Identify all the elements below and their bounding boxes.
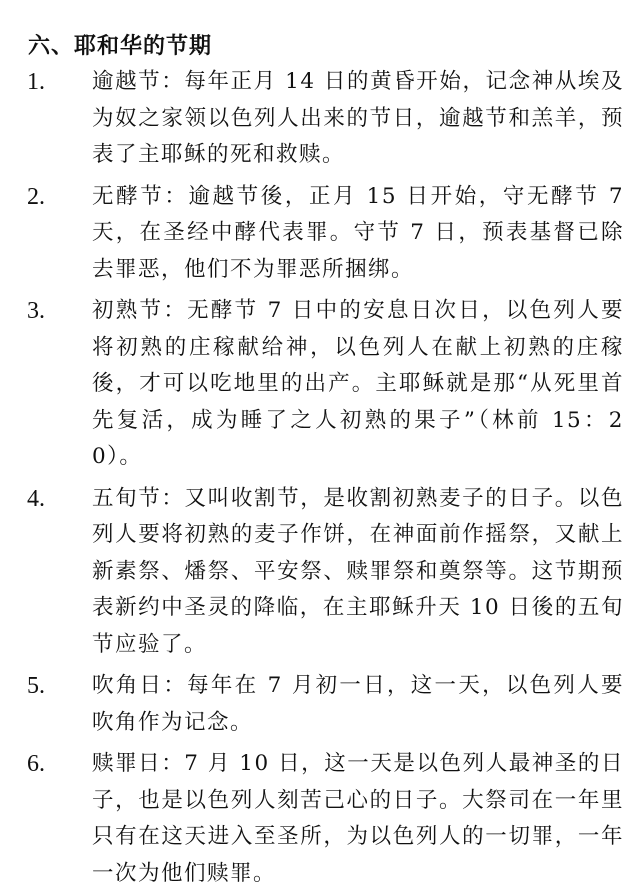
item-text: 吹角日：每年在 7 月初一日，这一天，以色列人要吹角作为记念。 [92,673,624,735]
list-item [0,668,636,741]
feast-list [0,64,636,892]
item-text: 无酵节：逾越节後，正月 15 日开始，守无酵节 7 天，在圣经中酵代表罪。守节 7 日，预表基督已除去罪恶，他们不为罪恶所捆绑。 [92,183,624,282]
list-item [0,293,636,476]
item-text: 赎罪日：7 月 10 日，这一天是以色列人最神圣的日子，也是以色列人刻苦己心的日子。大祭司在一年里只有在这天进入至圣所，为以色列人的一切罪，一年一次为他们赎罪。 [92,751,624,886]
list-item [0,64,636,174]
item-number: 1. [27,69,45,95]
item-number: 3. [27,298,45,324]
list-item [0,179,636,289]
list-item [0,481,636,664]
item-text: 逾越节：每年正月 14 日的黄昏开始，记念神从埃及为奴之家领以色列人出来的节日，逾越节和羔羊，预表了主耶稣的死和救赎。 [92,69,624,167]
item-number: 4. [27,485,45,512]
item-text: 五旬节：又叫收割节，是收割初熟麦子的日子。以色列人要将初熟的麦子作饼，在神面前作摇祭，又献上新素祭、燔祭、平安祭、赎罪祭和奠祭等。这节期预表新约中圣灵的降临，在主耶稣升天 10 日後的五旬节应验了。 [92,485,624,657]
item-number: 6. [27,751,45,777]
item-number: 2. [27,183,45,210]
list-item [0,746,636,892]
item-number: 5. [27,673,45,699]
item-text: 初熟节：无酵节 7 日中的安息日次日，以色列人要将初熟的庄稼献给神，以色列人在献上初熟的庄稼後，才可以吃地里的出产。主耶稣就是那“从死里首先复活，成为睡了之人初熟的果子”（林前 15：20）。 [92,298,624,469]
section-heading: 六、耶和华的节期 [28,34,213,59]
